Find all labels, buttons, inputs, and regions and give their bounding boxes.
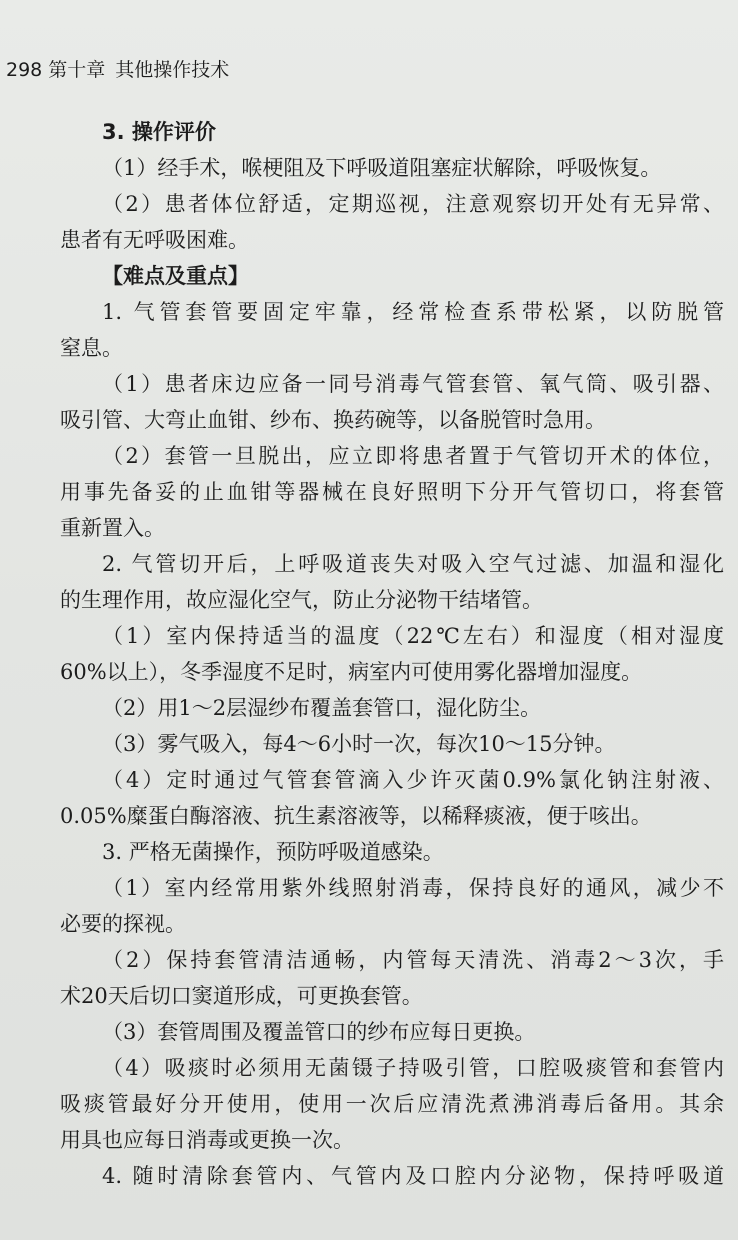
- text-line: 术20天后切口窦道形成，可更换套管。: [60, 984, 423, 1008]
- text-line: 60%以上），冬季湿度不足时，病室内可使用雾化器增加湿度。: [60, 660, 643, 684]
- text-line: 必要的探视。: [60, 912, 186, 936]
- text-line: 重新置入。: [60, 516, 165, 540]
- text-line: 患者有无呼吸困难。: [60, 228, 249, 252]
- text-line: 用事先备妥的止血钳等器械在良好照明下分开气管切口，将套管: [60, 480, 724, 504]
- text-line: （4）吸痰时必须用无菌镊子持吸引管，口腔吸痰管和套管内: [102, 1056, 724, 1080]
- text-line: （2）用1～2层湿纱布覆盖套管口，湿化防尘。: [102, 696, 542, 720]
- text-line: （1）室内保持适当的温度（22℃左右）和湿度（相对湿度: [102, 624, 724, 648]
- text-line: 的生理作用，故应湿化空气，防止分泌物干结堵管。: [60, 588, 543, 612]
- page-number: 298: [6, 59, 43, 81]
- text-line: （3）套管周围及覆盖管口的纱布应每日更换。: [102, 1020, 536, 1044]
- text-line: 窒息。: [60, 336, 123, 360]
- running-header: [6, 58, 229, 82]
- text-line: （3）雾气吸入，每4～6小时一次，每次10～15分钟。: [102, 732, 616, 756]
- text-line: 0.05%糜蛋白酶溶液、抗生素溶液等，以稀释痰液，便于咳出。: [60, 804, 652, 828]
- text-line: （2）患者体位舒适，定期巡视，注意观察切开处有无异常、: [102, 192, 724, 216]
- text-line: （1）患者床边应备一同号消毒气管套管、氧气筒、吸引器、: [102, 372, 724, 396]
- text-line: （2）保持套管清洁通畅，内管每天清洗、消毒2～3次，手: [102, 948, 724, 972]
- text-line: 【难点及重点】: [102, 264, 249, 288]
- text-line: 3. 严格无菌操作，预防呼吸道感染。: [102, 840, 444, 864]
- text-line: 1. 气管套管要固定牢靠，经常检查系带松紧，以防脱管: [102, 300, 724, 324]
- text-line: （1）经手术，喉梗阻及下呼吸道阻塞症状解除，呼吸恢复。: [102, 156, 662, 180]
- chapter-number: 第十章: [48, 59, 106, 81]
- text-line: （2）套管一旦脱出，应立即将患者置于气管切开术的体位，: [102, 444, 724, 468]
- text-line: 2. 气管切开后，上呼吸道丧失对吸入空气过滤、加温和湿化: [102, 552, 724, 576]
- text-line: 4. 随时清除套管内、气管内及口腔内分泌物，保持呼吸道: [102, 1164, 724, 1188]
- text-line: （1）室内经常用紫外线照射消毒，保持良好的通风，减少不: [102, 876, 724, 900]
- body-text: [60, 114, 724, 1194]
- text-line: 吸引管、大弯止血钳、纱布、换药碗等，以备脱管时急用。: [60, 408, 606, 432]
- text-line: 吸痰管最好分开使用，使用一次后应清洗煮沸消毒后备用。其余: [60, 1092, 724, 1116]
- chapter-title: 其他操作技术: [115, 59, 230, 81]
- text-line: 3. 操作评价: [102, 120, 216, 144]
- text-line: （4）定时通过气管套管滴入少许灭菌0.9%氯化钠注射液、: [102, 768, 724, 792]
- text-line: 用具也应每日消毒或更换一次。: [60, 1128, 354, 1152]
